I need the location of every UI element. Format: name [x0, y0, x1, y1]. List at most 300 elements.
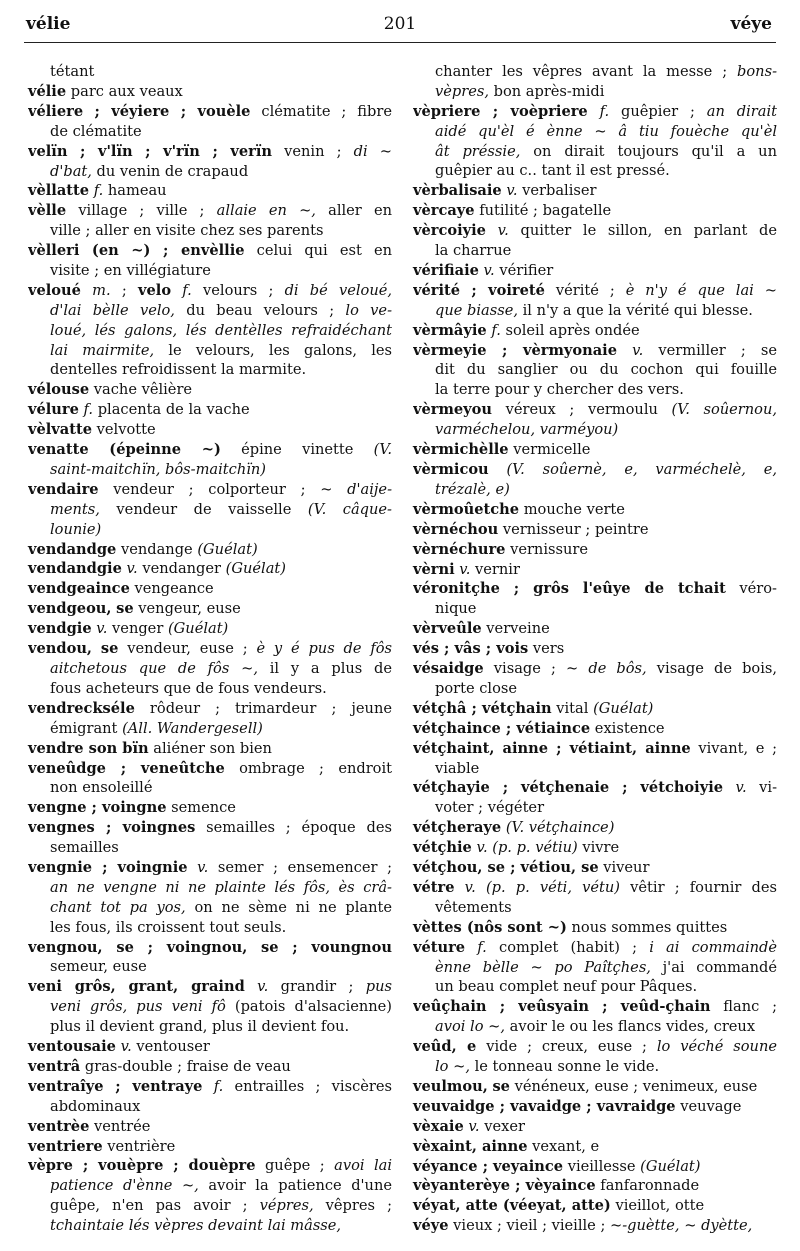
dictionary-entry	[413, 878, 777, 918]
headword: vétçhaint, ainne ; vétiaint, ainne	[413, 739, 691, 757]
italic-text: f.	[182, 281, 192, 299]
entry-line	[28, 1017, 392, 1037]
entry-line	[413, 1157, 777, 1177]
definition-text: non ensoleillé	[50, 779, 153, 797]
definition-text: aller en	[315, 202, 392, 220]
italic-text: v.	[497, 222, 509, 240]
italic-text: v.	[459, 560, 471, 578]
definition-text: vivant, e ;	[690, 739, 777, 757]
definition-text: le velours, les galons, les	[154, 341, 392, 359]
definition-text: la charrue	[435, 242, 512, 260]
dictionary-entry	[413, 500, 777, 520]
definition-text: vendeur ; colporteur ;	[98, 480, 321, 498]
italic-text: di bé veloué,	[284, 281, 392, 299]
definition-text: quitter le sillon, en parlant de	[508, 222, 777, 240]
dictionary-entry	[413, 1216, 777, 1236]
dictionary-entry	[413, 560, 777, 580]
dictionary-entry	[28, 102, 392, 142]
entry-line	[28, 1216, 392, 1236]
entry-line	[28, 599, 392, 619]
italic-text: veni grôs, pus veni fô	[50, 998, 226, 1016]
entry-line	[413, 520, 777, 540]
definition-text	[92, 640, 101, 657]
definition-text: nous sommes quittes	[566, 918, 728, 936]
dictionary-entry	[28, 181, 392, 201]
italic-text: ~ de bôs,	[566, 660, 647, 678]
definition-text: vendeur, euse ;	[118, 640, 257, 658]
headword: vèrmeyie ; vèrmyonaie	[413, 341, 618, 359]
dictionary-entry	[28, 1057, 392, 1077]
italic-text: bons-	[737, 63, 777, 80]
definition-text: ombrage ; endroit	[224, 759, 392, 777]
headword: ventrèe	[28, 1117, 90, 1135]
headword: vengnou, se ; voingnou, se ; voungnou	[28, 938, 392, 956]
definition-text: velvotte	[92, 421, 156, 439]
definition-text: guêpier ;	[609, 102, 707, 120]
italic-text: aidé qu'èl é ènne ~ â tiu fouèche qu'èl	[435, 122, 777, 140]
italic-text: (V. soûernou,	[671, 401, 777, 419]
entry-line	[413, 778, 777, 798]
entry-line	[28, 639, 392, 659]
headword: vétre	[413, 878, 455, 896]
entry-line	[28, 818, 392, 838]
dictionary-entry	[28, 619, 392, 639]
headword: veûçhain ; veûsyain ; veûd-çhain	[413, 998, 711, 1016]
headword: veni grôs, grant, graind	[28, 978, 245, 996]
italic-text: v.	[506, 182, 518, 200]
entry-line	[28, 82, 392, 102]
definition-text: voter ; végéter	[435, 799, 545, 817]
entry-line	[413, 1137, 777, 1157]
italic-text: avoi lo ~,	[435, 1018, 505, 1036]
italic-text: f.	[83, 401, 94, 419]
definition-text: j'ai commandé	[650, 958, 777, 976]
entry-line	[28, 619, 392, 639]
headword: vétçhaince ; vétiaince	[413, 719, 591, 737]
definition-text: futilité ; bagatelle	[474, 202, 612, 220]
definition-text: entrailles ; viscères	[223, 1077, 392, 1095]
headword: vendaire	[28, 480, 99, 498]
definition-text: vide ; creux, euse ;	[476, 1038, 657, 1056]
definition-text: épine vinette	[220, 441, 374, 459]
italic-text: chant tot pa yos,	[50, 898, 186, 916]
definition-text: gras-double ; fraise de veau	[80, 1057, 291, 1075]
dictionary-entry	[28, 241, 392, 281]
dictionary-entry	[28, 818, 392, 858]
definition-text: parc aux veaux	[66, 82, 183, 100]
definition-text: hameau	[103, 182, 167, 200]
entry-line	[28, 957, 392, 977]
entry-line	[28, 938, 392, 958]
headword: velïn ; v'lïn ; v'rïn ; verïn	[28, 142, 273, 160]
italic-text: (V. soûernè, e, varméchelè, e,	[506, 460, 777, 478]
headword: vèllatte	[28, 182, 90, 200]
entry-line	[28, 1097, 392, 1117]
entry-line	[413, 221, 777, 241]
italic-text: (Guélat)	[197, 540, 258, 558]
definition-text: nique	[435, 600, 477, 618]
italic-text: ènne bèlle ~ po Paîtçhes,	[435, 958, 651, 976]
entry-line	[28, 181, 392, 201]
italic-text: (Guélat)	[640, 1157, 701, 1175]
definition-text: vieux ; vieil ; vieille ;	[448, 1217, 611, 1235]
definition-text: la terre pour y chercher des vers.	[435, 381, 684, 399]
entry-line	[413, 977, 777, 997]
entry-line	[28, 778, 392, 798]
definition-text: il n'y a que la vérité qui blesse.	[517, 301, 753, 319]
italic-text: f.	[477, 938, 487, 956]
running-head-left: vélie	[26, 14, 71, 34]
definition-text: guêpe ;	[255, 1157, 335, 1175]
definition-text: flanc ;	[710, 998, 777, 1016]
italic-text: f.	[491, 321, 501, 339]
italic-text: vépres,	[259, 1197, 314, 1215]
definition-text: ventouser	[131, 1038, 210, 1056]
headword: véliere ; véyiere ; vouèle	[28, 102, 251, 120]
entry-line	[28, 142, 392, 162]
entry-line	[28, 301, 392, 321]
entry-line	[413, 1176, 777, 1196]
headword: vèrmoûetche	[413, 500, 520, 518]
definition-text: fanfaronnade	[595, 1177, 700, 1195]
headword: vèrmicou	[413, 460, 489, 478]
definition-text: verveine	[481, 620, 550, 638]
headword: vèrmichèlle	[413, 441, 509, 459]
definition-text: semailles	[50, 839, 119, 857]
definition-text: vital	[551, 699, 594, 717]
headword: véronitçhe ; grôs l'eûye de tchait	[413, 580, 726, 598]
dictionary-entry	[413, 341, 777, 401]
dictionary-entry	[28, 599, 392, 619]
dictionary-entry	[413, 221, 777, 261]
entry-line	[413, 560, 777, 580]
definition-text: tétant	[50, 63, 95, 80]
italic-text: ~ d'aije-	[320, 480, 392, 498]
entry-line	[413, 261, 777, 281]
entry-line	[28, 1077, 392, 1097]
entry-line	[28, 719, 392, 739]
definition-text: venger	[107, 620, 168, 638]
entry-line	[413, 898, 777, 918]
entry-line	[413, 599, 777, 619]
definition-text: (patois d'alsacienne)	[225, 998, 392, 1016]
entry-line	[413, 1097, 777, 1117]
entry-line	[413, 360, 777, 380]
dictionary-entry	[413, 938, 777, 998]
entry-line	[413, 540, 777, 560]
italic-text: v. (p. p. véti, vétu)	[464, 878, 620, 896]
dictionary-entry	[413, 1157, 777, 1177]
definition-text: guêpier au c.. tant il est pressé.	[435, 162, 670, 180]
headword: veloué	[28, 281, 81, 299]
dictionary-entry	[413, 321, 777, 341]
italic-text: v. (p. p. vétiu)	[476, 839, 578, 857]
entry-line	[28, 261, 392, 281]
definition-text: velours ;	[191, 281, 285, 299]
definition-text: verbaliser	[517, 182, 597, 200]
italic-text: avoi lai	[334, 1157, 392, 1175]
dictionary-entry	[413, 1117, 777, 1137]
definition-text: dentelles refroidissent la marmite.	[50, 361, 307, 379]
definition-text: véreux ; vermoulu	[492, 401, 672, 419]
headword: vendgeou,	[28, 600, 112, 618]
headword: velo	[138, 281, 172, 299]
entry-line	[28, 380, 392, 400]
entry-line	[413, 321, 777, 341]
definition-text: vivre	[577, 839, 620, 857]
definition-text: vieillesse	[563, 1157, 641, 1175]
definition-text: ventrée	[89, 1117, 151, 1135]
headword: vengnie ; voingnie	[28, 859, 188, 876]
headword: ventrâ	[28, 1057, 81, 1075]
headword: vèrcoiyie	[413, 222, 486, 240]
headword: vèxaint, ainne	[413, 1137, 528, 1155]
dictionary-entry	[28, 579, 392, 599]
headword: vèpriere ; voèpriere	[413, 102, 588, 120]
dictionary-entry	[28, 142, 392, 182]
dictionary-entry	[28, 1037, 392, 1057]
entry-line	[413, 938, 777, 958]
dictionary-entry	[413, 520, 777, 540]
italic-text: v.	[735, 779, 747, 797]
italic-text: v.	[257, 978, 269, 996]
definition-text: avoir le ou les flancs vides, creux	[505, 1018, 756, 1036]
headword: vétçheraye	[413, 819, 502, 837]
italic-text: ments,	[50, 500, 100, 518]
italic-text: vèpres,	[435, 82, 489, 100]
headword: vèrni	[413, 560, 455, 578]
entry-line	[413, 798, 777, 818]
entry-line	[28, 420, 392, 440]
headword: vengnes ; voingnes	[28, 819, 196, 837]
headword: vétçhie	[413, 839, 472, 857]
italic-text: è n'y é que lai ~	[625, 281, 777, 299]
definition-text: aliéner son bien	[148, 739, 272, 757]
dictionary-entry	[413, 62, 777, 102]
entry-line	[28, 559, 392, 579]
entry-line	[413, 181, 777, 201]
entry-line	[413, 102, 777, 122]
dictionary-entry	[413, 102, 777, 182]
italic-text: v.	[632, 341, 644, 359]
entry-line	[28, 122, 392, 142]
entry-line	[413, 818, 777, 838]
italic-text: lo véché soune	[656, 1038, 777, 1056]
definition-text	[454, 879, 464, 896]
definition-text: vérité ;	[544, 281, 626, 299]
dictionary-entry	[28, 699, 392, 739]
entry-line	[413, 679, 777, 699]
entry-line	[28, 400, 392, 420]
dictionary-entry	[413, 579, 777, 619]
definition-text	[465, 939, 477, 956]
entry-line	[413, 500, 777, 520]
entry-line	[28, 102, 392, 122]
italic-text: f.	[93, 182, 104, 200]
entry-line	[28, 977, 392, 997]
entry-line	[413, 460, 777, 480]
dictionary-entry	[28, 1117, 392, 1137]
dictionary-entry	[413, 739, 777, 779]
entry-line	[28, 838, 392, 858]
italic-text: m.	[92, 281, 111, 299]
headword: vendou,	[28, 640, 93, 658]
entry-line	[413, 659, 777, 679]
italic-text: (V.	[373, 441, 392, 459]
definition-text: vexer	[479, 1117, 525, 1135]
entry-line	[413, 1017, 777, 1037]
dictionary-entry	[413, 1196, 777, 1216]
entry-line	[413, 480, 777, 500]
entry-line	[28, 579, 392, 599]
headword: véture	[413, 938, 466, 956]
headword: vélie	[28, 82, 67, 100]
page-number: 201	[383, 14, 417, 34]
dictionary-entry	[28, 739, 392, 759]
definition-text: semence	[166, 799, 236, 817]
italic-text: an ne vengne ni ne plainte lés fôs, ès crâ-	[50, 878, 392, 896]
italic-text: trézalè, e)	[435, 480, 510, 498]
entry-line	[28, 1057, 392, 1077]
headword: vélouse	[28, 381, 90, 399]
italic-text: (V. vétçhaince)	[505, 819, 615, 837]
italic-text: v.	[96, 620, 108, 638]
entry-line	[28, 699, 392, 719]
headword: se	[100, 640, 119, 658]
italic-text: saint-maitchïn, bôs-maitchïn)	[50, 460, 266, 478]
headword: veûd, e	[413, 1038, 477, 1056]
definition-text: un beau complet neuf pour Pâques.	[435, 978, 698, 996]
entry-line	[413, 82, 777, 102]
definition-text	[245, 978, 257, 995]
definition-text: mouche verte	[519, 500, 625, 518]
entry-line	[413, 759, 777, 779]
entry-line	[28, 360, 392, 380]
dictionary-entry	[413, 699, 777, 719]
entry-line	[28, 798, 392, 818]
headword: vèrnéchure	[413, 540, 506, 558]
definition-text: guêpe, n'en pas avoir ;	[50, 1197, 260, 1215]
definition-text: porte close	[435, 679, 517, 697]
definition-text: vache vêlière	[89, 381, 193, 399]
definition-text: semailles ; époque des	[195, 819, 392, 837]
entry-line	[28, 480, 392, 500]
entry-line	[413, 958, 777, 978]
dictionary-entry	[413, 1037, 777, 1077]
headword: vèrbalisaie	[413, 182, 502, 200]
definition-text: vénéneux, euse ; venimeux, euse	[509, 1077, 758, 1095]
dictionary-entry	[413, 1137, 777, 1157]
italic-text: lo ~,	[435, 1058, 470, 1076]
definition-text: vieillot, otte	[610, 1197, 705, 1215]
definition-text: avoir la patience d'une	[198, 1177, 392, 1195]
definition-text	[489, 461, 507, 478]
dictionary-entry	[413, 858, 777, 878]
dictionary-entry	[413, 540, 777, 560]
italic-text: varméchelou, varméyou)	[435, 421, 619, 439]
headword: se	[116, 600, 134, 618]
definition-text: vernir	[470, 560, 520, 578]
entry-line	[28, 1196, 392, 1216]
definition-text: vêtir ; fournir des	[620, 878, 777, 896]
dictionary-entry	[28, 1077, 392, 1117]
dictionary-entry	[413, 460, 777, 500]
headword: vérité ; voireté	[413, 281, 545, 299]
definition-text: celui qui est en	[244, 242, 392, 260]
headword: vèrnéchou	[413, 520, 499, 538]
headword: vendgeaince	[28, 580, 130, 598]
definition-text: bon après-midi	[488, 82, 605, 100]
definition-text: ventrière	[102, 1137, 176, 1155]
dictionary-entry	[28, 798, 392, 818]
entry-line	[413, 997, 777, 1017]
italic-text: (V. câque-	[307, 500, 392, 518]
entry-line	[413, 400, 777, 420]
entry-line	[413, 420, 777, 440]
dictionary-entry	[413, 838, 777, 858]
entry-line	[28, 520, 392, 540]
header-rule	[24, 42, 776, 43]
italic-text: (Guélat)	[225, 560, 286, 578]
dictionary-entry	[28, 540, 392, 560]
definition-text: vi-	[746, 779, 777, 797]
headword: véyat, atte (véeyat, atte)	[413, 1197, 611, 1215]
entry-line	[413, 380, 777, 400]
definition-text: vendanger	[137, 560, 226, 578]
definition-text: ville ; aller en visite chez ses parents	[50, 222, 324, 240]
definition-text: on dirait toujours qu'il a un	[520, 142, 777, 160]
headword: vèyanterèye ; vèyaince	[413, 1177, 596, 1195]
entry-line	[28, 997, 392, 1017]
italic-text: i ai commaindè	[649, 938, 777, 956]
italic-text: v.	[120, 1038, 132, 1056]
definition-text: vers	[528, 640, 565, 658]
entry-line	[413, 1196, 777, 1216]
definition-text: soleil après ondée	[500, 321, 640, 339]
definition-text: village ; ville ;	[66, 202, 217, 220]
definition-text: vêtements	[435, 898, 512, 916]
dictionary-entry	[28, 420, 392, 440]
headword: vendre son bïn	[28, 739, 149, 757]
definition-text: le tonneau sonne le vide.	[469, 1058, 660, 1076]
entry-line	[413, 122, 777, 142]
headword: ventousaie	[28, 1038, 116, 1056]
entry-line	[28, 1176, 392, 1196]
dictionary-entry	[28, 440, 392, 480]
headword: vèlvatte	[28, 421, 93, 439]
definition-text: on ne sème ni ne plante	[185, 898, 392, 916]
entry-line	[28, 739, 392, 759]
definition-text: semeur, euse	[50, 958, 147, 976]
italic-text: loué, lés galons, lés dentèlles refraidéchant	[50, 321, 392, 339]
entry-line	[28, 341, 392, 361]
dictionary-entry	[28, 977, 392, 1037]
headword: vèlle	[28, 202, 67, 220]
headword: vérifiaie	[413, 261, 479, 279]
dictionary-entry	[413, 201, 777, 221]
definition-text: vexant, e	[527, 1137, 600, 1155]
entry-line	[413, 639, 777, 659]
dictionary-entry	[413, 719, 777, 739]
headword: vengne ; voingne	[28, 799, 167, 817]
headword: veuvaidge ; vavaidge ; vavraidge	[413, 1097, 676, 1115]
definition-text: vermicelle	[508, 441, 591, 459]
italic-text: patience d'ènne ~,	[50, 1177, 199, 1195]
entry-line	[413, 858, 777, 878]
entry-line	[28, 162, 392, 182]
entry-line	[28, 1137, 392, 1157]
dictionary-entry	[28, 201, 392, 241]
